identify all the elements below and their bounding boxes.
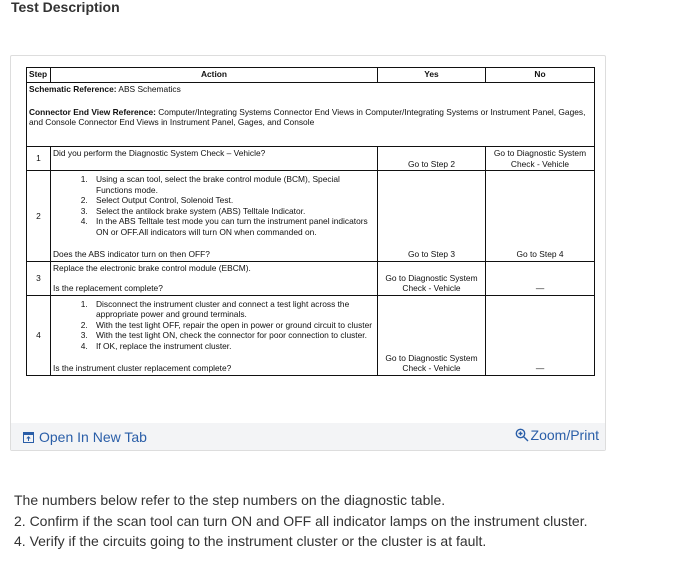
action-item: 3. Select the antilock brake system (ABS) Telltale Indicator. (90, 206, 375, 217)
reference-row (27, 83, 595, 147)
connector-label: Connector End View Reference: (29, 106, 156, 117)
action-item: 2. Select Output Control, Solenoid Test. (90, 195, 375, 206)
table-row (27, 171, 595, 262)
action-item: 1. Disconnect the instrument cluster and connect a test light across the appropriate power and ground terminals. (90, 299, 375, 320)
action-item: 4. In the ABS Telltale test mode you can turn the instrument panel indicators ON or OFF.All indicators will turn ON when commanded on. (90, 216, 375, 237)
diagnostic-table (26, 67, 595, 376)
step-question: Does the ABS indicator turn on then OFF? (53, 249, 210, 259)
yes-result: Go to Step 2 (378, 147, 486, 171)
header-action: Action (51, 68, 378, 83)
note-line: 2. Confirm if the scan tool can turn ON and OFF all indicator lamps on the instrument cluster. (14, 512, 588, 529)
header-step: Step (27, 68, 51, 83)
no-result: Go to Step 4 (486, 171, 595, 262)
table-row (27, 147, 595, 171)
yes-result: Go to Step 3 (378, 171, 486, 262)
step-number: 2 (27, 171, 51, 262)
step-question: Is the instrument cluster replacement complete? (53, 363, 232, 373)
action-item: 3. With the test light ON, check the connector for poor connection to cluster. (90, 330, 375, 341)
no-result: — (486, 261, 595, 295)
connector-value: Computer/Integrating Systems Connector End Views in Computer/Integrating Systems or Instrument Panel, Gages, and Console Connector End Views in Instrument Panel, Gages, and Console (29, 106, 586, 127)
zoom-print-label: Zoom/Print (530, 427, 599, 443)
header-yes: Yes (378, 68, 486, 83)
zoom-in-icon (515, 428, 529, 442)
open-tab-label: Open In New Tab (39, 429, 147, 445)
step-question: Is the replacement complete? (53, 283, 163, 293)
action-item: 2. With the test light OFF, repair the open in power or ground circuit to cluster (90, 320, 375, 331)
section-title: Test Description (11, 0, 120, 15)
schematic-value: ABS Schematics (116, 84, 181, 94)
yes-result: Go to Diagnostic System Check - Vehicle (378, 295, 486, 375)
schematic-reference (29, 84, 592, 95)
step-number: 4 (27, 295, 51, 375)
step-number: 1 (27, 147, 51, 171)
step-number: 3 (27, 261, 51, 295)
zoom-print-link[interactable] (515, 427, 599, 443)
step-action (51, 171, 378, 262)
table-header-row (27, 68, 595, 83)
action-item: 4. If OK, replace the instrument cluster. (90, 341, 375, 352)
schematic-label: Schematic Reference: (29, 84, 117, 94)
note-line: 4. Verify if the circuits going to the instrument cluster or the cluster is at fault. (14, 533, 487, 549)
table-row (27, 295, 595, 375)
step-action (51, 261, 378, 295)
card-footer (11, 423, 605, 450)
notes (14, 490, 587, 552)
no-result: Go to Diagnostic System Check - Vehicle (486, 147, 595, 171)
open-new-tab-icon (23, 432, 34, 443)
step-action (51, 295, 378, 375)
open-in-new-tab-link[interactable] (23, 429, 147, 445)
action-item: 1. Using a scan tool, select the brake control module (BCM), Special Functions mode. (90, 174, 375, 195)
diagnostic-table-card (10, 55, 606, 451)
action-text: Replace the electronic brake control module (EBCM). (53, 262, 251, 273)
connector-reference (29, 107, 592, 128)
no-result: — (486, 295, 595, 375)
table-row (27, 261, 595, 295)
yes-result: Go to Diagnostic System Check - Vehicle (378, 261, 486, 295)
step-action: Did you perform the Diagnostic System Check – Vehicle? (51, 147, 378, 171)
note-line: The numbers below refer to the step numbers on the diagnostic table. (14, 492, 446, 508)
header-no: No (486, 68, 595, 83)
